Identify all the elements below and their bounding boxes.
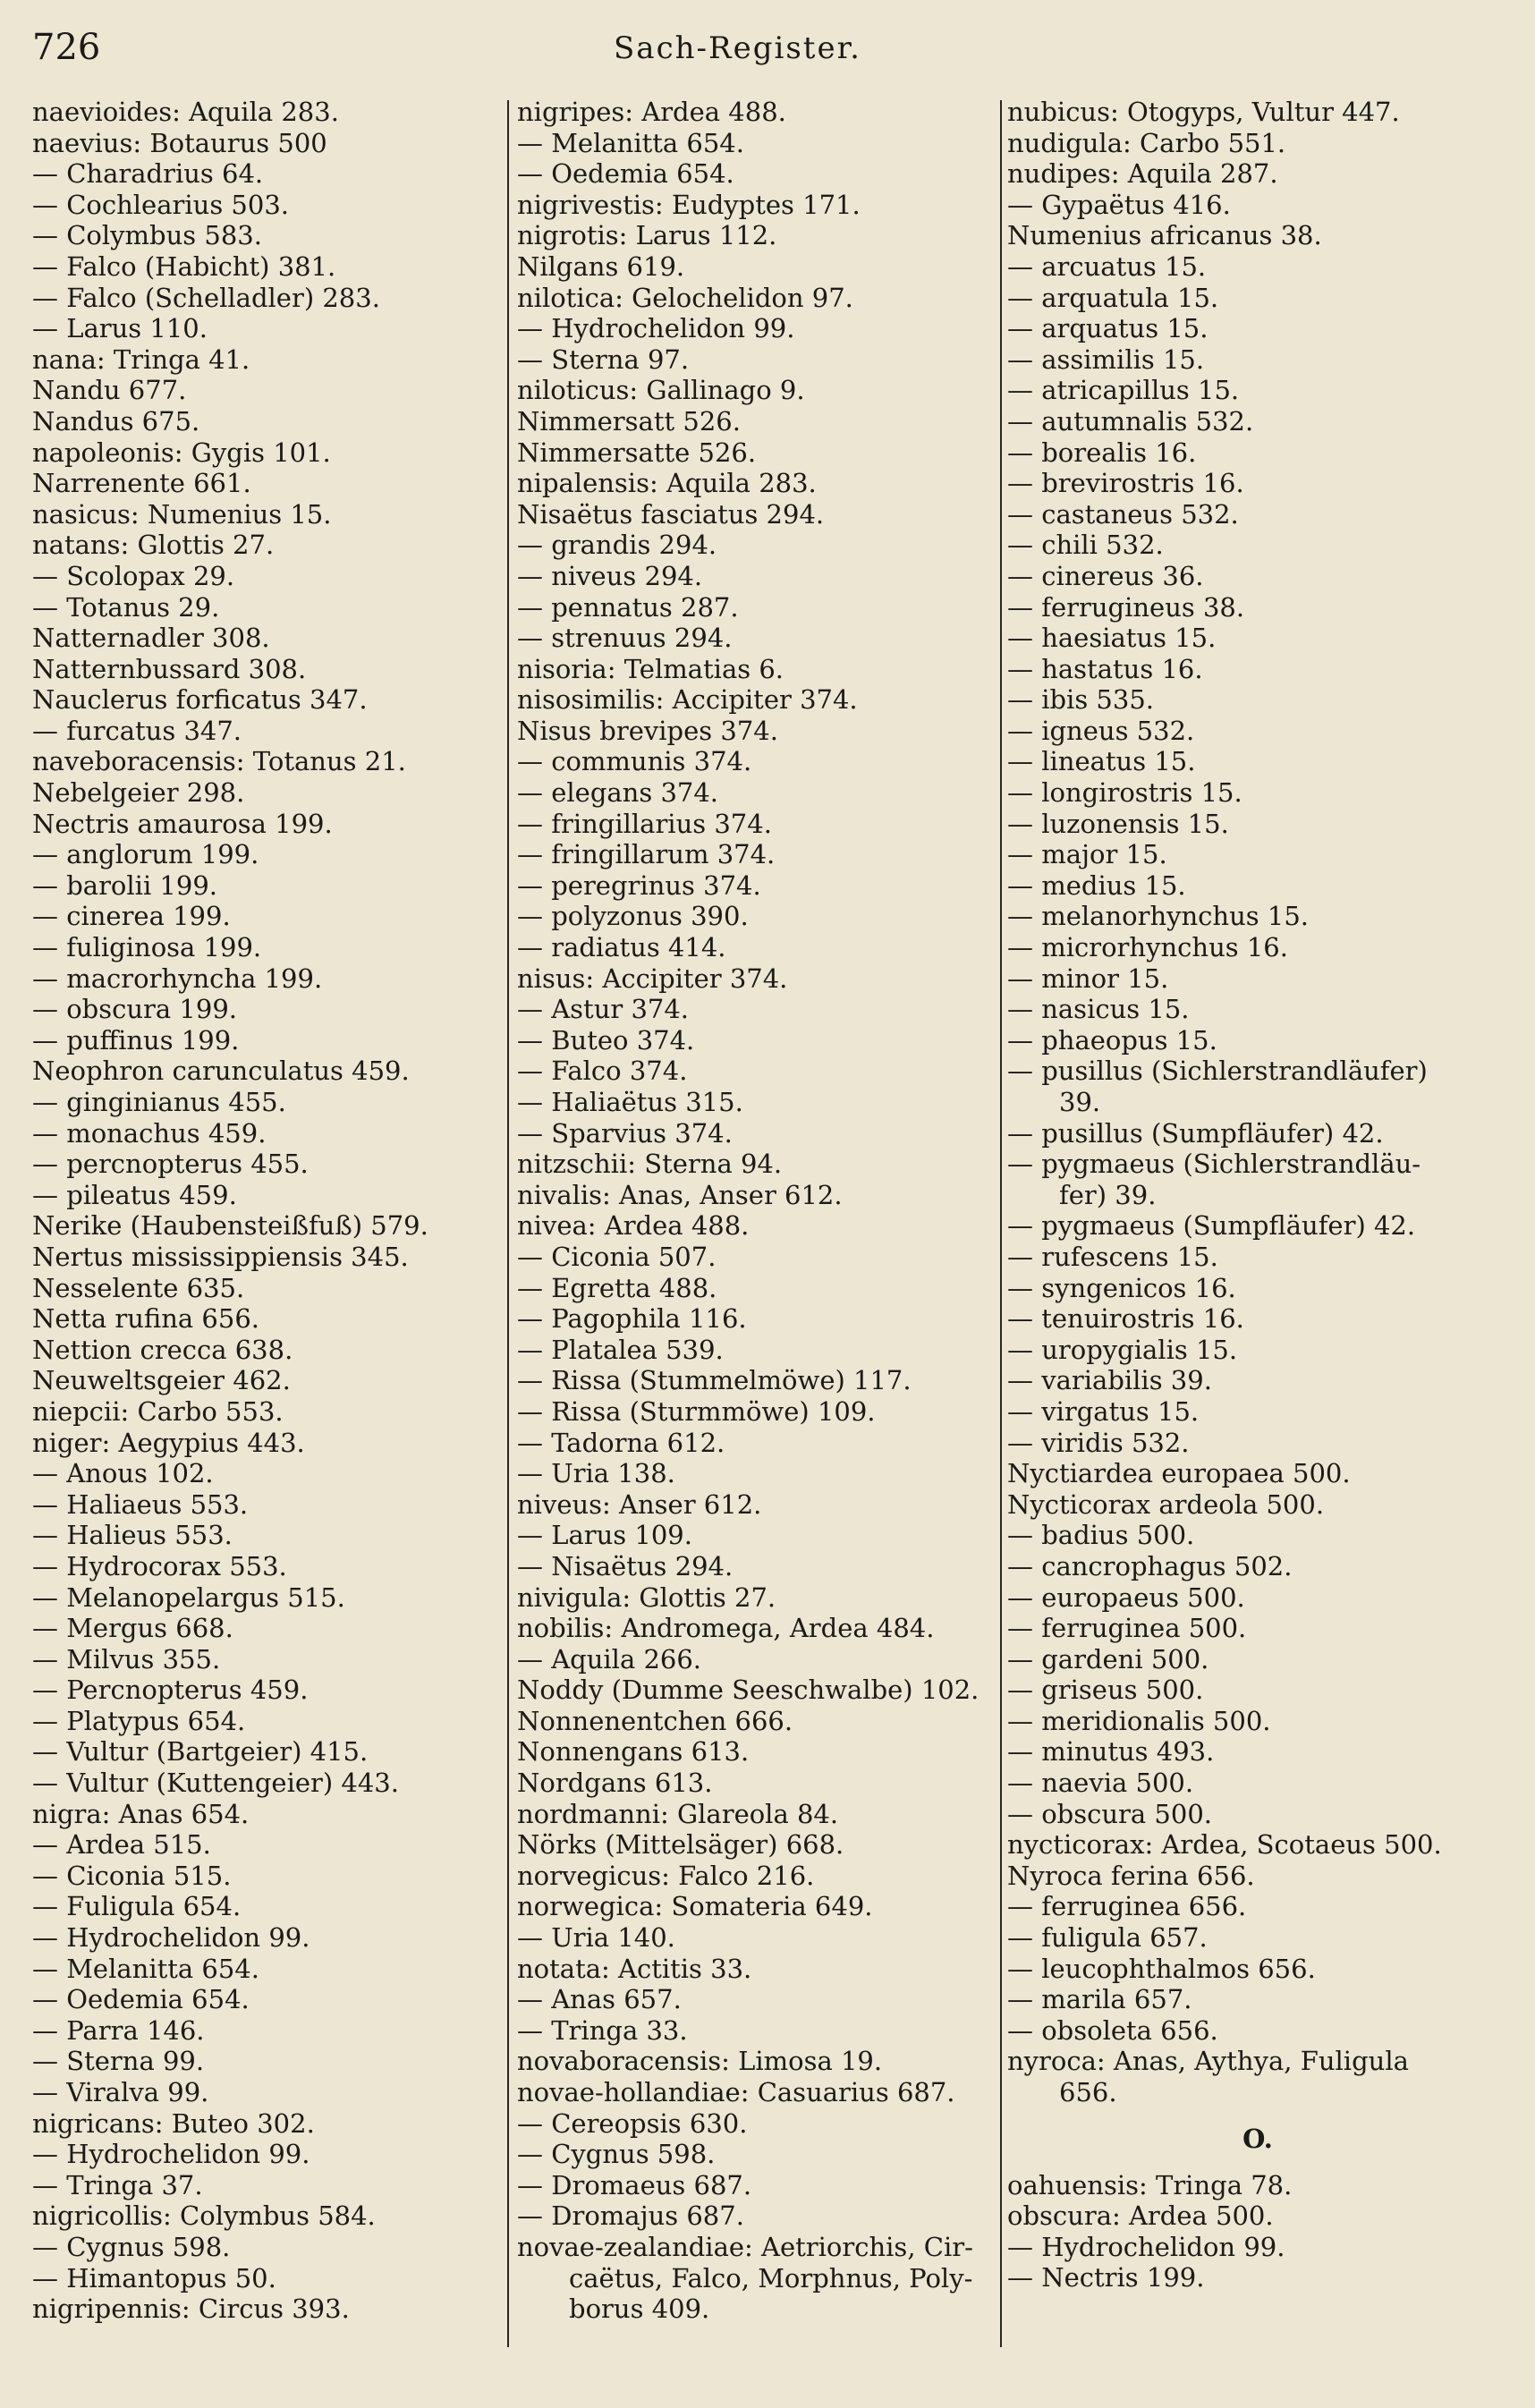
index-entry: Nerike (Haubensteißfuß) 579. — [32, 1210, 428, 1242]
index-entry: — europaeus 500. — [1007, 1581, 1245, 1613]
index-entry: — Uria 138. — [517, 1458, 675, 1489]
index-entry: — Gypaëtus 416. — [1007, 189, 1231, 220]
index-entry: Nebelgeier 298. — [32, 777, 245, 809]
index-entry: Nonnenentchen 666. — [517, 1705, 793, 1736]
index-entry: — Ardea 515. — [32, 1829, 211, 1861]
index-entry: — Platypus 654. — [32, 1705, 246, 1736]
index-entry: Nertus mississippiensis 345. — [32, 1241, 409, 1272]
index-entry: — Haliaeus 553. — [32, 1488, 249, 1520]
index-entry: — Nectris 199. — [1007, 2262, 1205, 2294]
index-entry: — ferrugineus 38. — [1007, 591, 1245, 623]
index-entry: nordmanni: Glareola 84. — [517, 1798, 839, 1829]
index-entry: — medius 15. — [1007, 869, 1186, 901]
index-entry: Nesselente 635. — [32, 1272, 245, 1303]
index-entry: — Falco (Schelladler) 283. — [32, 282, 380, 313]
index-entry: — Dromaeus 687. — [517, 2169, 752, 2200]
index-entry: Noddy (Dumme Seeschwalbe) 102. — [517, 1675, 980, 1706]
index-entry: notata: Actitis 33. — [517, 1953, 752, 1984]
index-entry: Nisaëtus fasciatus 294. — [517, 498, 825, 530]
index-entry: — Aquila 266. — [517, 1643, 702, 1675]
index-entry: nilotica: Gelochelidon 97. — [517, 282, 853, 313]
index-entry: Nimmersatte 526. — [517, 437, 757, 468]
index-entry: oahuensis: Tringa 78. — [1007, 2169, 1293, 2200]
index-entry: — atricapillus 15. — [1007, 375, 1240, 406]
index-entry: nigrotis: Larus 112. — [517, 220, 777, 251]
index-entry: nudipes: Aquila 287. — [1007, 158, 1278, 190]
index-entry: — Hydrochelidon 99. — [1007, 2231, 1285, 2262]
index-entry: — Sterna 99. — [32, 2046, 205, 2077]
index-entry: — pygmaeus (Sichlerstrandläu- — [1007, 1149, 1421, 1180]
index-entry: — Melanopelargus 515. — [32, 1581, 345, 1613]
index-entry: naveboracensis: Totanus 21. — [32, 746, 406, 777]
index-entry: — grandis 294. — [517, 530, 717, 561]
index-entry: — arquatus 15. — [1007, 313, 1208, 344]
index-entry: 656. — [1059, 2077, 1117, 2107]
index-entry: novae-zealandiae: Aetriorchis, Cir- — [517, 2231, 973, 2262]
index-entry: — assimilis 15. — [1007, 343, 1205, 375]
index-entry: — Nisaëtus 294. — [517, 1550, 734, 1581]
index-entry: — Hydrochelidon 99. — [32, 2139, 310, 2170]
index-entry: — Platalea 539. — [517, 1334, 724, 1365]
index-entry: — Tringa 37. — [32, 2169, 203, 2200]
index-entry: — fuliginosa 199. — [32, 932, 262, 963]
index-entry: — Anas 657. — [517, 1984, 682, 2015]
index-entry: niepcii: Carbo 553. — [32, 1395, 284, 1427]
index-entry: norwegica: Somateria 649. — [517, 1891, 873, 1922]
index-entry: — Larus 110. — [32, 313, 208, 344]
index-entry: — minor 15. — [1007, 962, 1169, 994]
index-entry: — Egretta 488. — [517, 1272, 717, 1303]
index-entry: — badius 500. — [1007, 1520, 1195, 1551]
index-entry: — haesiatus 15. — [1007, 623, 1217, 654]
index-entry: — Melanitta 654. — [517, 127, 744, 158]
index-entry: — chili 532. — [1007, 530, 1164, 561]
index-entry: nycticorax: Ardea, Scotaeus 500. — [1007, 1829, 1442, 1861]
index-entry: — ferruginea 500. — [1007, 1613, 1247, 1644]
index-column-2 — [517, 97, 1002, 2325]
index-entry: — brevirostris 16. — [1007, 468, 1244, 499]
index-entry: — phaeopus 15. — [1007, 1024, 1217, 1056]
index-entry: — obsoleta 656. — [1007, 2014, 1218, 2046]
index-entry: — macrorhyncha 199. — [32, 962, 323, 994]
index-entry: borus 409. — [569, 2294, 710, 2325]
index-entry: — furcatus 347. — [32, 715, 242, 746]
index-entry: Nauclerus forficatus 347. — [32, 684, 368, 716]
index-entry: nisoria: Telmatias 6. — [517, 653, 784, 684]
page-header — [32, 27, 1508, 81]
index-entry: fer) 39. — [1059, 1179, 1157, 1210]
index-entry: — Melanitta 654. — [32, 1953, 259, 1984]
index-entry: — obscura 199. — [32, 994, 237, 1025]
index-entry: nipalensis: Aquila 283. — [517, 468, 817, 499]
index-entry: — major 15. — [1007, 839, 1167, 870]
index-entry: Nordgans 613. — [517, 1768, 713, 1799]
index-entry: — minutus 493. — [1007, 1736, 1215, 1768]
index-entry: nigrivestis: Eudyptes 171. — [517, 189, 861, 220]
index-entry: — luzonensis 15. — [1007, 808, 1229, 839]
index-entry: niger: Aegypius 443. — [32, 1427, 305, 1458]
index-entry: — Cygnus 598. — [517, 2139, 716, 2170]
index-entry: — Falco 374. — [517, 1056, 688, 1087]
index-entry: — Uria 140. — [517, 1922, 675, 1954]
index-entry: — Hydrochelidon 99. — [32, 1922, 310, 1954]
index-entry: — communis 374. — [517, 746, 752, 777]
index-entry: — fringillarum 374. — [517, 839, 776, 870]
index-entry: — igneus 532. — [1007, 715, 1195, 746]
index-entry: — Totanus 29. — [32, 591, 220, 623]
index-entry: — Mergus 668. — [32, 1613, 233, 1644]
index-entry: niveus: Anser 612. — [517, 1488, 762, 1520]
index-entry: naevioides: Aquila 283. — [32, 97, 339, 127]
index-entry: — Hydrocorax 553. — [32, 1550, 287, 1581]
index-entry: — ferruginea 656. — [1007, 1891, 1247, 1922]
index-entry: Natternadler 308. — [32, 623, 270, 654]
index-entry: — pileatus 459. — [32, 1179, 237, 1210]
index-entry: — Halieus 553. — [32, 1520, 233, 1551]
index-entry: — hastatus 16. — [1007, 653, 1203, 684]
index-entry: — longirostris 15. — [1007, 777, 1242, 809]
index-entry: — melanorhynchus 15. — [1007, 901, 1309, 932]
index-entry: nisosimilis: Accipiter 374. — [517, 684, 858, 716]
index-entry: — Milvus 355. — [32, 1643, 221, 1675]
index-entry: — polyzonus 390. — [517, 901, 749, 932]
index-entry: — Buteo 374. — [517, 1024, 695, 1056]
index-entry: nitzschii: Sterna 94. — [517, 1149, 783, 1180]
index-entry: Nörks (Mittelsäger) 668. — [517, 1829, 844, 1861]
index-entry: — strenuus 294. — [517, 623, 733, 654]
index-entry: — arquatula 15. — [1007, 282, 1219, 313]
index-entry: Numenius africanus 38. — [1007, 220, 1322, 251]
index-entry: caëtus, Falco, Morphnus, Poly- — [569, 2262, 973, 2294]
index-entry: Natternbussard 308. — [32, 653, 307, 684]
index-entry: — tenuirostris 16. — [1007, 1303, 1244, 1335]
index-entry: — cinereus 36. — [1007, 560, 1204, 591]
index-entry: — Fuligula 654. — [32, 1891, 242, 1922]
index-entry: — fuligula 657. — [1007, 1922, 1208, 1954]
index-entry: Nycticorax ardeola 500. — [1007, 1488, 1325, 1520]
index-entry: — Vultur (Kuttengeier) 443. — [32, 1768, 399, 1799]
index-entry: — gardeni 500. — [1007, 1643, 1209, 1675]
index-entry: niloticus: Gallinago 9. — [517, 375, 805, 406]
index-entry: — Falco (Habicht) 381. — [32, 250, 336, 282]
index-entry: nudigula: Carbo 551. — [1007, 127, 1286, 158]
index-entry: — monachus 459. — [32, 1117, 267, 1149]
index-entry: — variabilis 39. — [1007, 1365, 1212, 1396]
index-entry: nigricollis: Colymbus 584. — [32, 2200, 376, 2232]
index-entry: nigra: Anas 654. — [32, 1798, 250, 1829]
index-entry: — Cygnus 598. — [32, 2231, 231, 2262]
index-entry: Nisus brevipes 374. — [517, 715, 778, 746]
index-entry: — virgatus 15. — [1007, 1395, 1200, 1427]
index-entry: — ibis 535. — [1007, 684, 1155, 716]
index-entry: — anglorum 199. — [32, 839, 259, 870]
index-entry: 39. — [1059, 1087, 1101, 1117]
index-entry: — Cochlearius 503. — [32, 189, 289, 220]
index-entry: — fringillarius 374. — [517, 808, 772, 839]
index-entry: — Percnopterus 459. — [32, 1675, 309, 1706]
index-entry: — pennatus 287. — [517, 591, 739, 623]
index-entry: — puffinus 199. — [32, 1024, 240, 1056]
index-entry: — marila 657. — [1007, 1984, 1192, 2015]
index-entry: Nyroca ferina 656. — [1007, 1860, 1255, 1891]
index-entry: — Scolopax 29. — [32, 560, 235, 591]
index-entry: — niveus 294. — [517, 560, 703, 591]
index-entry: Nilgans 619. — [517, 250, 685, 282]
index-entry: — Viralva 99. — [32, 2077, 209, 2107]
index-entry: Nyctiardea europaea 500. — [1007, 1458, 1351, 1489]
index-entry: — Oedemia 654. — [32, 1984, 250, 2015]
index-entry: naevius: Botaurus 500 — [32, 127, 327, 158]
index-entry: — Vultur (Bartgeier) 415. — [32, 1736, 369, 1768]
index-entry: — meridionalis 500. — [1007, 1705, 1271, 1736]
index-entry: — pygmaeus (Sumpfläufer) 42. — [1007, 1210, 1416, 1242]
index-entry: — naevia 500. — [1007, 1768, 1194, 1799]
index-entry: — Tadorna 612. — [517, 1427, 725, 1458]
section-letter: O. — [1242, 2123, 1273, 2154]
index-entry: novae-hollandiae: Casuarius 687. — [517, 2077, 955, 2107]
page-number: 726 — [32, 27, 101, 68]
index-entry: — rufescens 15. — [1007, 1241, 1218, 1272]
index-entry: — Astur 374. — [517, 994, 690, 1025]
index-entry: — microrhynchus 16. — [1007, 932, 1288, 963]
index-entry: nisus: Accipiter 374. — [517, 962, 788, 994]
index-entry: — Pagophila 116. — [517, 1303, 747, 1335]
index-entry: — Rissa (Sturmmöwe) 109. — [517, 1395, 876, 1427]
index-entry: nigripennis: Circus 393. — [32, 2294, 350, 2325]
index-entry: — Oedemia 654. — [517, 158, 734, 190]
index-entry: novaboracensis: Limosa 19. — [517, 2046, 883, 2077]
index-entry: nivea: Ardea 488. — [517, 1210, 750, 1242]
index-entry: nivigula: Glottis 27. — [517, 1581, 776, 1613]
index-entry: — obscura 500. — [1007, 1798, 1212, 1829]
index-entry: obscura: Ardea 500. — [1007, 2200, 1274, 2232]
index-entry: — nasicus 15. — [1007, 994, 1190, 1025]
index-entry: — viridis 532. — [1007, 1427, 1190, 1458]
index-entry: — barolii 199. — [32, 869, 218, 901]
index-entry: — Sterna 97. — [517, 343, 690, 375]
index-entry: — lineatus 15. — [1007, 746, 1196, 777]
index-entry: — Himantopus 50. — [32, 2262, 276, 2294]
index-entry: nivalis: Anas, Anser 612. — [517, 1179, 843, 1210]
index-entry: — griseus 500. — [1007, 1675, 1204, 1706]
index-entry: — pusillus (Sichlerstrandläufer) — [1007, 1056, 1428, 1087]
index-entry: — Hydrochelidon 99. — [517, 313, 795, 344]
index-entry: — autumnalis 532. — [1007, 405, 1254, 437]
index-entry: Neuweltsgeier 462. — [32, 1365, 291, 1396]
index-entry: — Ciconia 515. — [32, 1860, 232, 1891]
index-entry: — percnopterus 455. — [32, 1149, 309, 1180]
index-entry: — Parra 146. — [32, 2014, 205, 2046]
index-entry: — cancrophagus 502. — [1007, 1550, 1293, 1581]
index-column-3 — [1007, 97, 1508, 2294]
index-entry: nigripes: Ardea 488. — [517, 97, 786, 127]
index-entry: Netta rufina 656. — [32, 1303, 259, 1335]
index-entry: — Colymbus 583. — [32, 220, 262, 251]
index-entry: — Charadrius 64. — [32, 158, 264, 190]
index-entry: Nandus 675. — [32, 405, 200, 437]
index-entry: Nectris amaurosa 199. — [32, 808, 333, 839]
index-entry: nubicus: Otogyps, Vultur 447. — [1007, 97, 1400, 127]
index-entry: Nonnengans 613. — [517, 1736, 750, 1768]
index-entry: — radiatus 414. — [517, 932, 726, 963]
index-entry: — Tringa 33. — [517, 2014, 688, 2046]
index-column-1 — [32, 97, 505, 2325]
index-entry: — Cereopsis 630. — [517, 2107, 748, 2139]
index-entry: — pusillus (Sumpfläufer) 42. — [1007, 1117, 1384, 1149]
column-divider — [507, 100, 509, 2347]
index-entry: — syngenicos 16. — [1007, 1272, 1236, 1303]
index-entry: Nettion crecca 638. — [32, 1334, 293, 1365]
index-entry: — Dromajus 687. — [517, 2200, 744, 2232]
index-entry: — Rissa (Stummelmöwe) 117. — [517, 1365, 912, 1396]
index-entry: nasicus: Numenius 15. — [32, 498, 332, 530]
index-entry: Narrenente 661. — [32, 468, 251, 499]
index-entry: — Anous 102. — [32, 1458, 214, 1489]
index-entry: nigricans: Buteo 302. — [32, 2107, 315, 2139]
index-entry: Nimmersatt 526. — [517, 405, 741, 437]
index-entry: — ginginianus 455. — [32, 1087, 286, 1117]
index-entry: — uropygialis 15. — [1007, 1334, 1238, 1365]
index-entry: — castaneus 532. — [1007, 498, 1239, 530]
index-entry: — borealis 16. — [1007, 437, 1197, 468]
index-entry: — Larus 109. — [517, 1520, 692, 1551]
index-entry: — leucophthalmos 656. — [1007, 1953, 1316, 1984]
index-entry: — cinerea 199. — [32, 901, 231, 932]
running-title: Sach-Register. — [614, 30, 861, 66]
index-entry: — Sparvius 374. — [517, 1117, 733, 1149]
index-entry: — Ciconia 507. — [517, 1241, 717, 1272]
index-entry: — peregrinus 374. — [517, 869, 761, 901]
index-entry: Nandu 677. — [32, 375, 187, 406]
index-entry: — arcuatus 15. — [1007, 250, 1207, 282]
index-entry: norvegicus: Falco 216. — [517, 1860, 815, 1891]
index-entry: — Haliaëtus 315. — [517, 1087, 743, 1117]
index-entry: — elegans 374. — [517, 777, 719, 809]
index-entry: nana: Tringa 41. — [32, 343, 250, 375]
index-entry: natans: Glottis 27. — [32, 530, 275, 561]
index-entry: nobilis: Andromega, Ardea 484. — [517, 1613, 935, 1644]
index-entry: nyroca: Anas, Aythya, Fuligula — [1007, 2046, 1409, 2077]
index-entry: napoleonis: Gygis 101. — [32, 437, 331, 468]
index-entry: Neophron carunculatus 459. — [32, 1056, 410, 1087]
